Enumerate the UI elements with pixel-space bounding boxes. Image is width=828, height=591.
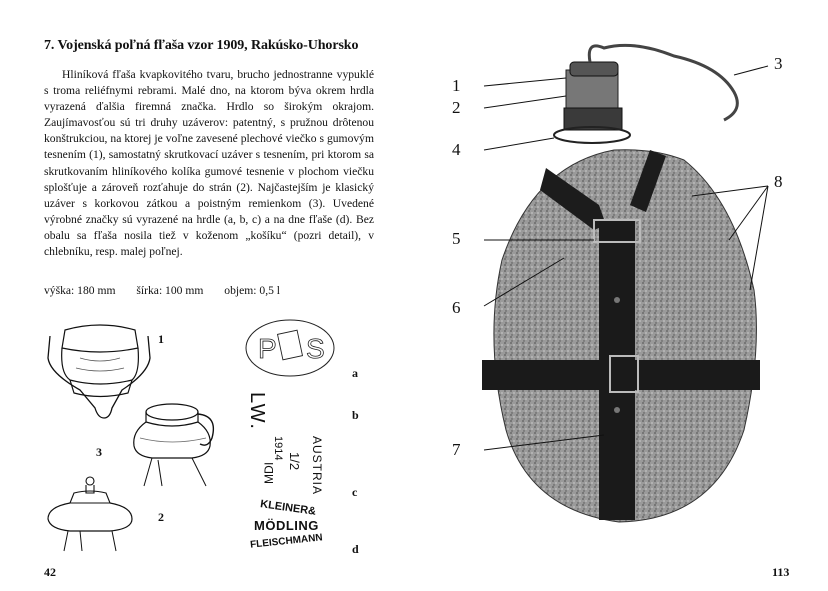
canteen-photo bbox=[414, 0, 828, 591]
mark-d-line1: KLEINER& bbox=[259, 498, 317, 518]
callout-1: 1 bbox=[452, 76, 461, 95]
mark-d-line3: FLEISCHMANN bbox=[249, 532, 324, 551]
width-value: šírka: 100 mm bbox=[136, 284, 204, 297]
page-number-right: 113 bbox=[772, 565, 790, 579]
page-number-left: 42 bbox=[44, 565, 56, 579]
callout-4: 4 bbox=[452, 140, 461, 159]
volume-value: objem: 0,5 l bbox=[224, 284, 281, 297]
mark-d-stamp bbox=[250, 500, 340, 560]
closure-label-2: 2 bbox=[158, 510, 164, 524]
dimensions-line bbox=[44, 284, 298, 297]
closure-drawing-2 bbox=[40, 475, 140, 555]
svg-text:P: P bbox=[258, 333, 277, 364]
mark-label-a: a bbox=[352, 366, 358, 380]
callout-6: 6 bbox=[452, 298, 461, 317]
right-page bbox=[414, 0, 828, 591]
mark-c-year: 1914 bbox=[272, 436, 284, 461]
mark-a-stamp bbox=[244, 318, 340, 380]
mark-c-stamp bbox=[262, 436, 332, 496]
mark-c-half: 1/2 bbox=[287, 452, 302, 471]
height-value: výška: 180 mm bbox=[44, 284, 116, 297]
mark-label-c: c bbox=[352, 485, 358, 499]
callout-7: 7 bbox=[452, 440, 461, 459]
callout-2: 2 bbox=[452, 98, 461, 117]
mark-label-b: b bbox=[352, 408, 359, 422]
mark-b-stamp: LW. bbox=[246, 392, 268, 431]
svg-text:S: S bbox=[306, 333, 325, 364]
callout-8: 8 bbox=[774, 172, 783, 191]
section-title: 7. Vojenská poľná fľaša vzor 1909, Rakúsko-Uhorsko bbox=[44, 38, 359, 53]
closure-label-3: 3 bbox=[96, 445, 102, 459]
callout-5: 5 bbox=[452, 229, 461, 248]
mark-c-mdi: MDI bbox=[262, 462, 276, 484]
callout-3: 3 bbox=[774, 54, 783, 73]
description-paragraph: Hliníková fľaša kvapkovitého tvaru, brucho jednostranne vypuklé s troma reliéfnymi rebrami. Malé dno, na ktorom býva okrem hrdla vyrazená ďalšia firemná značka. Hrdlo so širokým okrajom. Zaujímavosťou sú tri druhy uzáverov: patentný, s pružnou drôtenou konštrukciou, na ktorej je voľne zavesené plechové viečko s gumovým tesnením (1), samostatný skrutkovací uzáver s tesnením, pri ktorom sa skrutkovaním hliníkového kolíka gumové tesnenie v plochom viečku splošťuje a zároveň rozťahuje do strán (2). Najčastejším je klasický uzáver s korkovou zátkou a poistným remienkom (3). Uvedené výrobné značky sú vyrazené na hrdle (a, b, c) a na dne fľaše (d). Bez obalu sa fľaša nosila tiež v koženom „košíku“ (pozri detail), v chlebníku, resp. malej poľnej. bbox=[44, 68, 374, 259]
mark-label-d: d bbox=[352, 542, 359, 556]
mark-d-line2: MÖDLING bbox=[254, 518, 319, 533]
mark-c-austria: AUSTRIA bbox=[310, 436, 324, 496]
closure-label-1: 1 bbox=[158, 332, 164, 346]
